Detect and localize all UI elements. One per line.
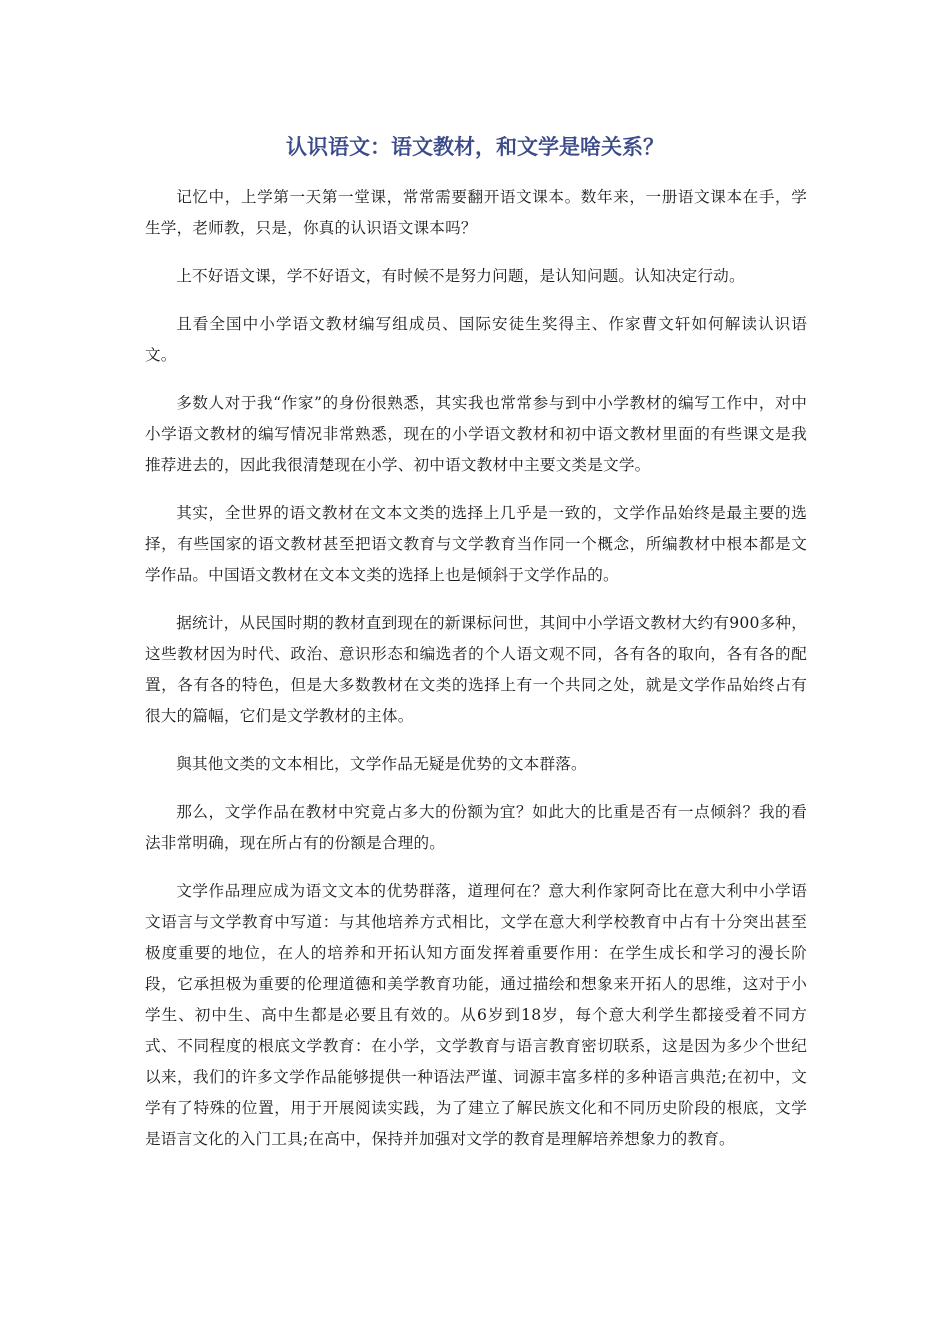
paragraph-6: 据统计，从民国时期的教材直到现在的新课标问世，其间中小学语文教材大约有900多种，这些教材因为时代、政治、意识形态和编选者的个人语文观不同，各有各的取向，各有各的配置，各有各的特色，但是大多数教材在文类的选择上有一个共同之处，就是文学作品始终占有很大的篇幅，它们是文学教材的主体。	[145, 614, 807, 725]
page-title: 认识语文：语文教材，和文学是啥关系？	[286, 135, 664, 159]
article-body	[145, 182, 807, 1172]
paragraph-4: 多数人对于我“作家”的身份很熟悉，其实我也常常参与到中小学教材的编写工作中，对中小学语文教材的编写情况非常熟悉，现在的小学语文教材和初中语文教材里面的有些课文是我推荐进去的，因此我很清楚现在小学、初中语文教材中主要文类是文学。	[145, 394, 807, 474]
paragraph-2: 上不好语文课，学不好语文，有时候不是努力问题，是认知问题。认知决定行动。	[176, 267, 745, 285]
paragraph-8: 那么，文学作品在教材中究竟占多大的份额为宜？如此大的比重是否有一点倾斜？我的看法非常明确，现在所占有的份额是合理的。	[145, 803, 807, 852]
paragraph-3: 且看全国中小学语文教材编写组成员、国际安徒生奖得主、作家曹文轩如何解读认识语文。	[145, 315, 807, 364]
paragraph-1: 记忆中，上学第一天第一堂课，常常需要翻开语文课本。数年来，一册语文课本在手，学生学，老师教，只是，你真的认识语文课本吗？	[145, 188, 807, 237]
paragraph-5: 其实，全世界的语文教材在文本文类的选择上几乎是一致的，文学作品始终是最主要的选择，有些国家的语文教材甚至把语文教育与文学教育当作同一个概念，所编教材中根本都是文学作品。中国语文教材在文本文类的选择上也是倾斜于文学作品的。	[145, 504, 807, 584]
paragraph-7: 與其他文类的文本相比，文学作品无疑是优势的文本群落。	[176, 755, 587, 773]
paragraph-9: 文学作品理应成为语文文本的优势群落，道理何在？意大利作家阿奇比在意大利中小学语文语言与文学教育中写道：与其他培养方式相比，文学在意大利学校教育中占有十分突出甚至极度重要的地位，在人的培养和开拓认知方面发挥着重要作用：在学生成长和学习的漫长阶段，它承担极为重要的伦理道德和美学教育功能，通过描绘和想象来开拓人的思维，这对于小学生、初中生、高中生都是必要且有效的。从6岁到18岁，每个意大利学生都接受着不同方式、不同程度的根底文学教育：在小学，文学教育与语言教育密切联系，这是因为多少个世纪以来，我们的许多文学作品能够提供一种语法严谨、词源丰富多样的多种语言典范;在初中，文学有了特殊的位置，用于开展阅读实践，为了建立了解民族文化和不同历史阶段的根底，文学是语言文化的入门工具;在高中，保持并加强对文学的教育是理解培养想象力的教育。	[145, 882, 807, 1148]
